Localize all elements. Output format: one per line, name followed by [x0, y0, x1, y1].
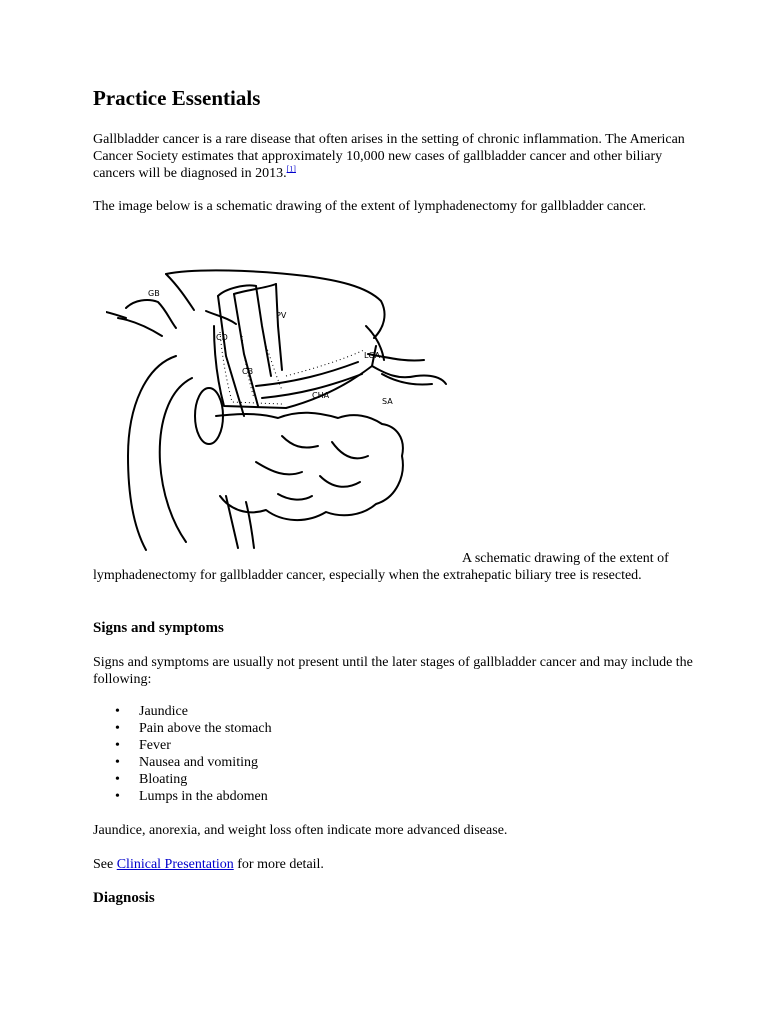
clinical-presentation-link[interactable]: Clinical Presentation: [116, 857, 234, 872]
list-item: • Fever: [93, 737, 272, 754]
label-cd: CD: [216, 333, 228, 342]
list-item: • Nausea and vomiting: [93, 754, 272, 771]
intro-text: Gallbladder cancer is a rare disease that often arises in the setting of chronic inflammation. The American Cancer Society estimates that approximately 10,000 new cases of gallbladder cancer and other biliary cancers will be diagnosed in 2013.: [93, 132, 685, 181]
label-sa: SA: [382, 397, 393, 406]
figure-caption-text: A schematic drawing of the extent of lymphadenectomy for gallbladder cancer, especially when the extrahepatic biliary tree is resected.: [93, 551, 669, 583]
label-lga: LGA: [364, 351, 381, 360]
diagnosis-heading: Diagnosis: [93, 890, 155, 906]
label-cha: CHA: [312, 391, 330, 400]
page-title: Practice Essentials: [93, 86, 261, 110]
intro-paragraph: [93, 131, 693, 182]
image-intro-paragraph: The image below is a schematic drawing of the extent of lymphadenectomy for gallbladder cancer.: [93, 199, 647, 214]
list-item: • Bloating: [93, 771, 272, 788]
figure-caption: [93, 550, 693, 584]
reference-link[interactable]: [1]: [286, 164, 296, 174]
advanced-disease-paragraph: Jaundice, anorexia, and weight loss often indicate more advanced disease.: [93, 823, 508, 838]
signs-intro: Signs and symptoms are usually not present until the later stages of gallbladder cancer and may include the following:: [93, 655, 693, 687]
label-pv: PV: [276, 311, 287, 320]
label-gb: GB: [148, 289, 160, 298]
label-cb: CB: [242, 367, 254, 376]
signs-heading: Signs and symptoms: [93, 620, 224, 636]
reference-superscript: [287, 164, 296, 173]
list-item: • Jaundice: [93, 703, 272, 720]
symptom-list: [93, 703, 272, 805]
lymphadenectomy-figure: [106, 266, 449, 558]
list-item: • Lumps in the abdomen: [93, 788, 272, 805]
lymphadenectomy-drawing: [106, 266, 449, 558]
see-more-paragraph: See Clinical Presentation for more detail.: [93, 857, 324, 872]
list-item: • Pain above the stomach: [93, 720, 272, 737]
